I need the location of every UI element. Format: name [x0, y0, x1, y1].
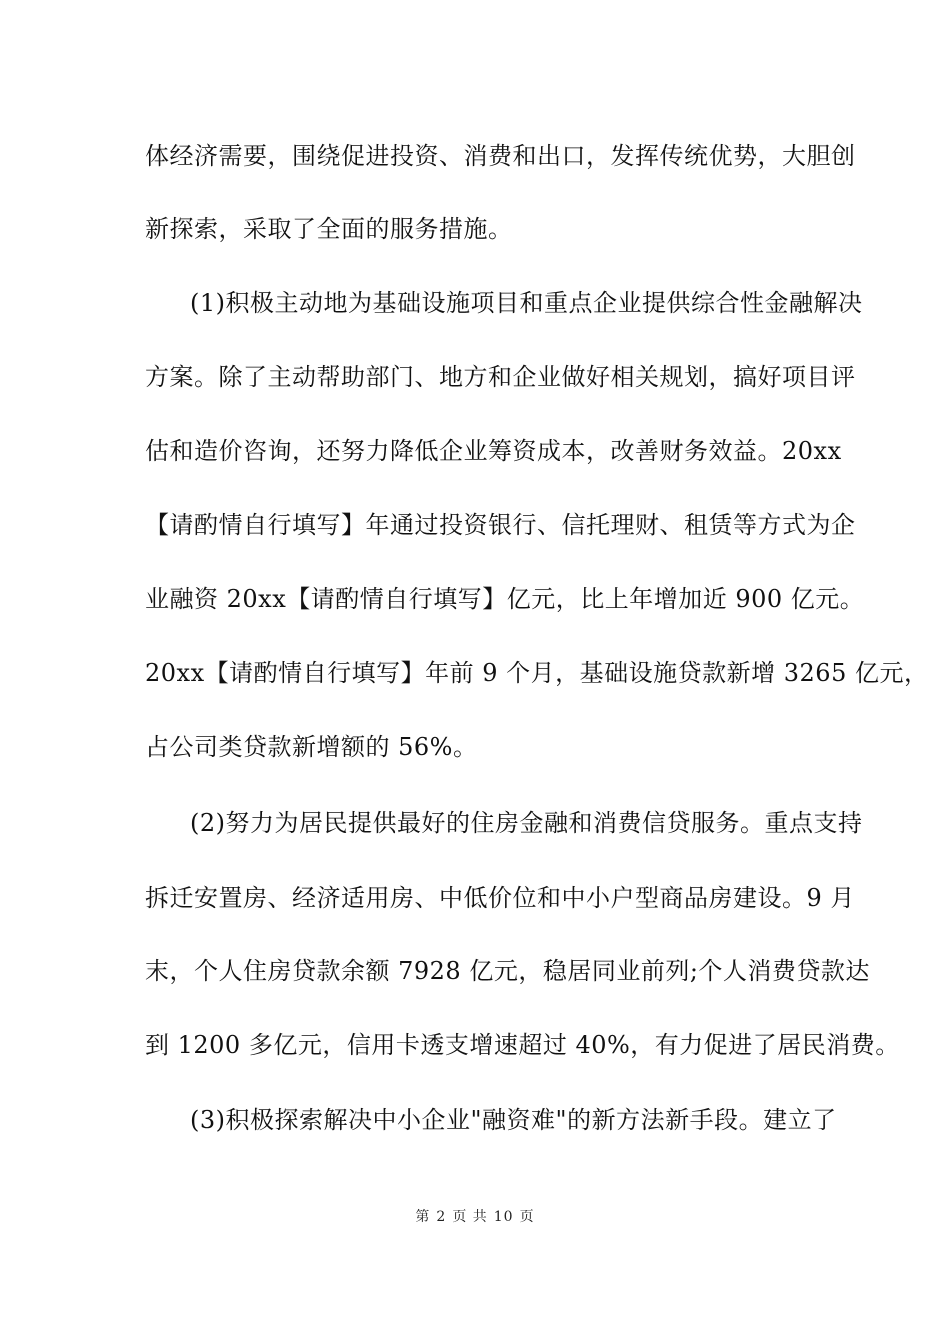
- footer-total-pages: 10: [493, 1209, 514, 1225]
- footer-current-page: 2: [436, 1209, 447, 1225]
- page-footer: [0, 1207, 950, 1227]
- body-line-1: 体经济需要，围绕促进投资、消费和出口，发挥传统优势，大胆创: [145, 142, 856, 170]
- body-line-13: 到 1200 多亿元，信用卡透支增速超过 40%，有力促进了居民消费。: [145, 1031, 900, 1059]
- body-line-9: 占公司类贷款新增额的 56%。: [145, 733, 478, 761]
- paragraph-1-start: (1)积极主动地为基础设施项目和重点企业提供综合性金融解决: [190, 289, 863, 317]
- body-line-5: 估和造价咨询，还努力降低企业筹资成本，改善财务效益。20xx: [145, 437, 842, 465]
- footer-prefix: 第: [415, 1209, 431, 1225]
- body-line-6: 【请酌情自行填写】年通过投资银行、信托理财、租赁等方式为企: [145, 511, 856, 539]
- body-line-7: 业融资 20xx【请酌情自行填写】亿元，比上年增加近 900 亿元。: [145, 585, 865, 613]
- body-line-8: 20xx【请酌情自行填写】年前 9 个月，基础设施贷款新增 3265 亿元，: [145, 659, 929, 687]
- paragraph-3-start: (3)积极探索解决中小企业"融资难"的新方法新手段。建立了: [190, 1106, 837, 1134]
- footer-suffix: 页: [519, 1209, 535, 1225]
- body-line-2: 新探索，采取了全面的服务措施。: [145, 215, 513, 243]
- body-line-11: 拆迁安置房、经济适用房、中低价位和中小户型商品房建设。9 月: [145, 884, 855, 912]
- body-line-4: 方案。除了主动帮助部门、地方和企业做好相关规划，搞好项目评: [145, 363, 856, 391]
- footer-mid: 页 共: [452, 1209, 488, 1225]
- paragraph-2-start: (2)努力为居民提供最好的住房金融和消费信贷服务。重点支持: [190, 809, 863, 837]
- body-line-12: 末，个人住房贷款余额 7928 亿元，稳居同业前列;个人消费贷款达: [145, 957, 870, 985]
